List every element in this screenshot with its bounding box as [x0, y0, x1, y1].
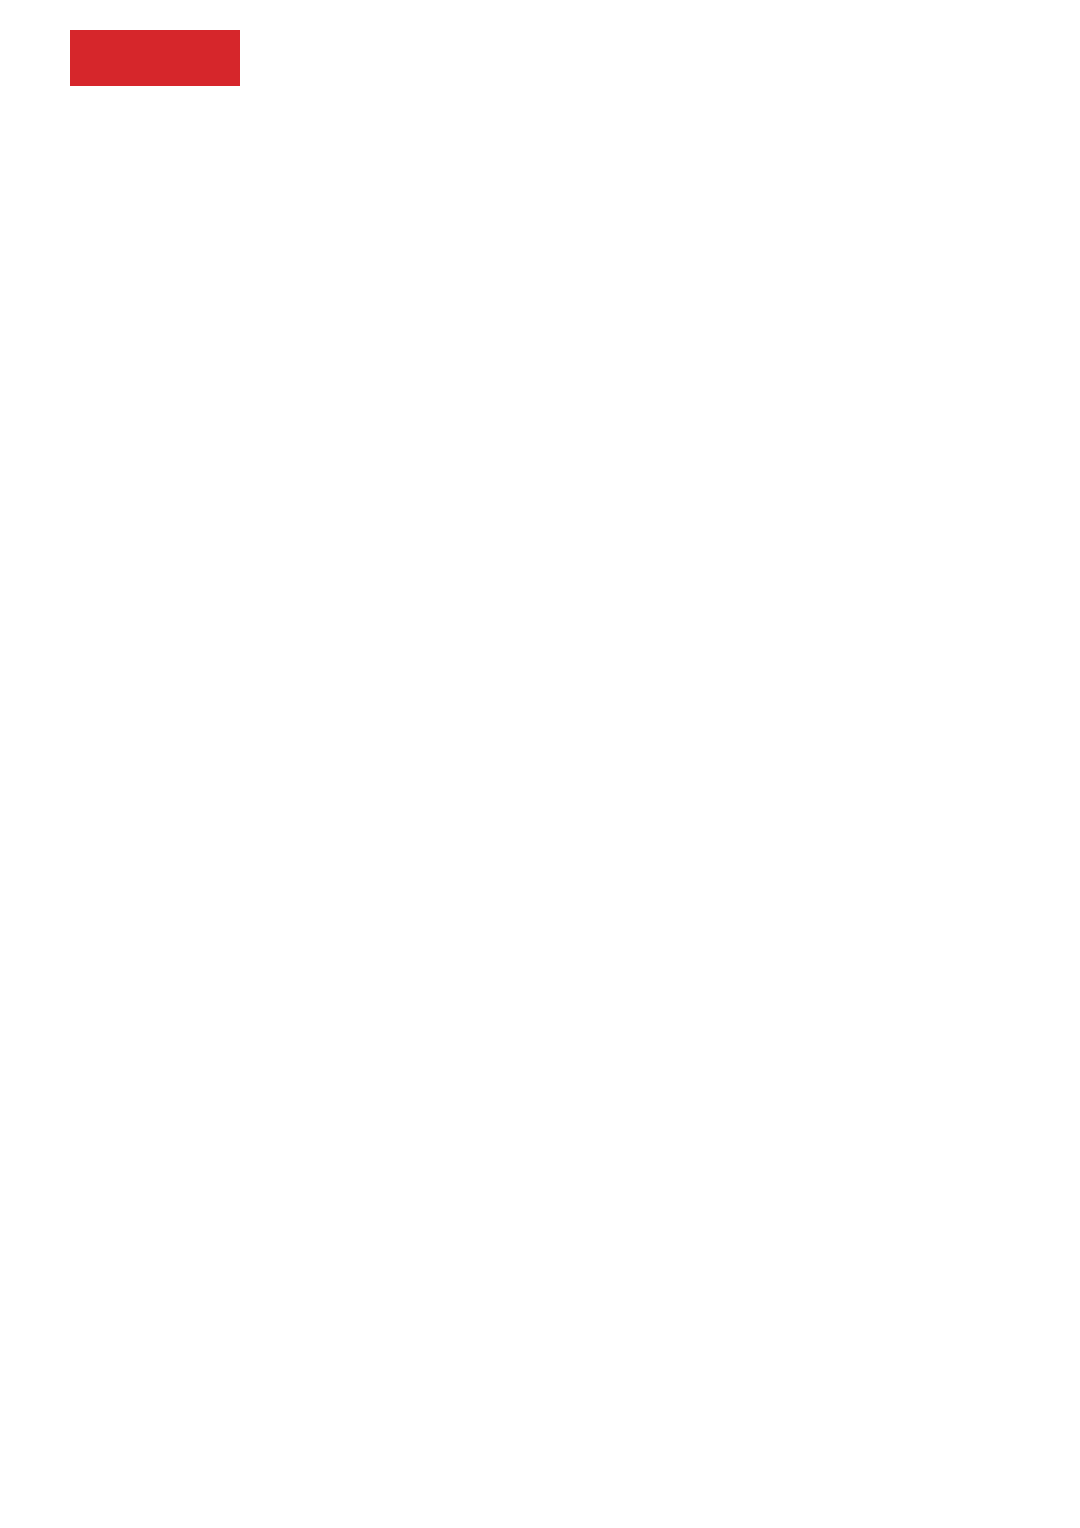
page-header — [0, 22, 1080, 92]
year-badge — [70, 30, 240, 86]
